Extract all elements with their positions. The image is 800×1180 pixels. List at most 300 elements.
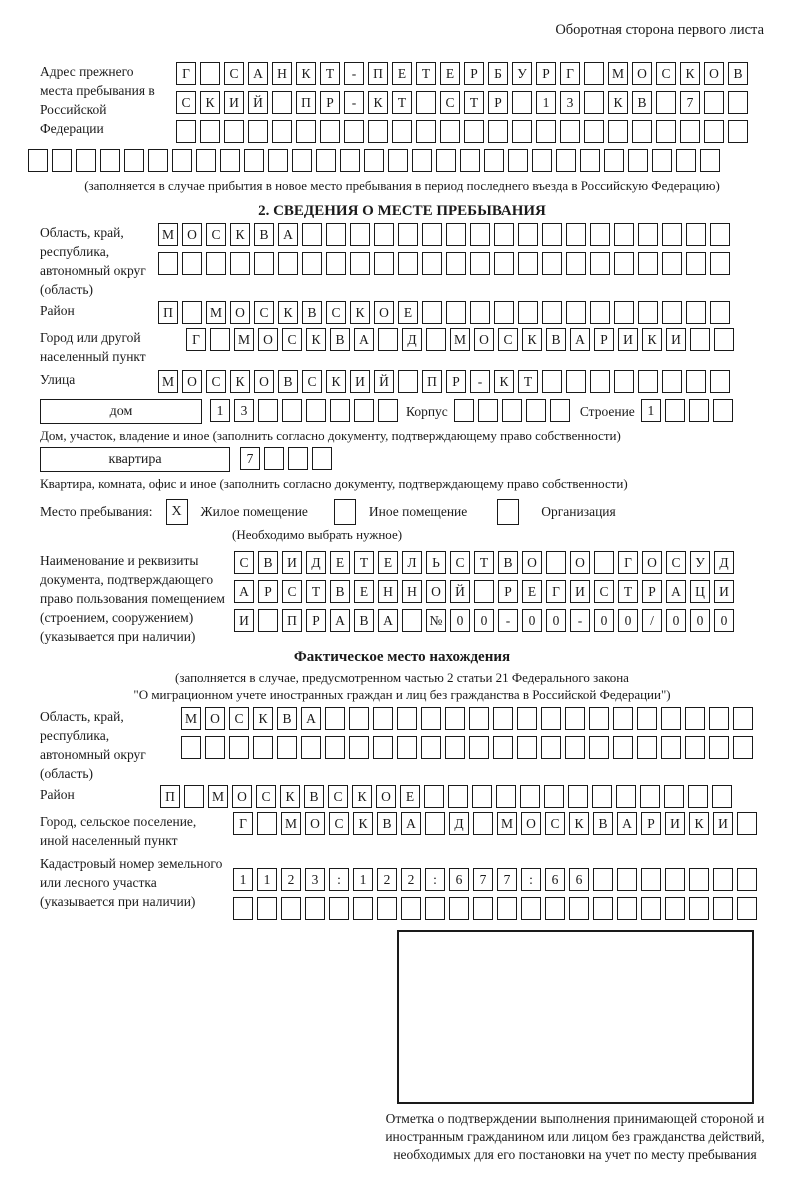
char-box[interactable]: 6 bbox=[545, 868, 565, 891]
char-box[interactable]: Р bbox=[446, 370, 466, 393]
char-box[interactable]: П bbox=[158, 301, 178, 324]
char-box[interactable] bbox=[124, 149, 144, 172]
char-box[interactable]: А bbox=[278, 223, 298, 246]
char-box[interactable] bbox=[377, 897, 397, 920]
char-box[interactable] bbox=[704, 91, 724, 114]
char-box[interactable] bbox=[662, 252, 682, 275]
char-box[interactable]: В bbox=[278, 370, 298, 393]
char-box[interactable] bbox=[542, 370, 562, 393]
char-box[interactable] bbox=[474, 580, 494, 603]
char-box[interactable] bbox=[709, 707, 729, 730]
char-box[interactable]: О bbox=[376, 785, 396, 808]
char-box[interactable] bbox=[312, 447, 332, 470]
char-box[interactable]: 3 bbox=[305, 868, 325, 891]
char-box[interactable] bbox=[469, 707, 489, 730]
char-box[interactable]: 3 bbox=[234, 399, 254, 422]
char-box[interactable]: Н bbox=[402, 580, 422, 603]
char-box[interactable]: Т bbox=[354, 551, 374, 574]
char-box[interactable]: И bbox=[665, 812, 685, 835]
char-box[interactable]: Т bbox=[306, 580, 326, 603]
char-box[interactable] bbox=[496, 785, 516, 808]
char-box[interactable]: А bbox=[666, 580, 686, 603]
char-box[interactable] bbox=[713, 897, 733, 920]
char-box[interactable]: С bbox=[176, 91, 196, 114]
char-box[interactable]: 0 bbox=[522, 609, 542, 632]
char-box[interactable] bbox=[230, 252, 250, 275]
char-box[interactable] bbox=[172, 149, 192, 172]
char-box[interactable]: О bbox=[182, 370, 202, 393]
char-box[interactable] bbox=[518, 252, 538, 275]
char-box[interactable] bbox=[613, 736, 633, 759]
char-box[interactable]: И bbox=[618, 328, 638, 351]
char-box[interactable] bbox=[737, 868, 757, 891]
char-box[interactable]: А bbox=[570, 328, 590, 351]
char-box[interactable]: И bbox=[570, 580, 590, 603]
char-box[interactable] bbox=[392, 120, 412, 143]
char-box[interactable] bbox=[652, 149, 672, 172]
char-box[interactable] bbox=[402, 609, 422, 632]
char-box[interactable] bbox=[686, 223, 706, 246]
char-box[interactable] bbox=[638, 370, 658, 393]
char-box[interactable] bbox=[662, 301, 682, 324]
char-box[interactable]: К bbox=[280, 785, 300, 808]
char-box[interactable]: С bbox=[498, 328, 518, 351]
char-box[interactable]: И bbox=[714, 580, 734, 603]
char-box[interactable] bbox=[484, 149, 504, 172]
char-box[interactable]: О bbox=[254, 370, 274, 393]
char-box[interactable] bbox=[593, 868, 613, 891]
char-box[interactable]: О bbox=[704, 62, 724, 85]
char-box[interactable]: 1 bbox=[641, 399, 661, 422]
char-box[interactable] bbox=[508, 149, 528, 172]
char-box[interactable]: П bbox=[296, 91, 316, 114]
char-box[interactable]: - bbox=[570, 609, 590, 632]
char-box[interactable] bbox=[710, 370, 730, 393]
char-box[interactable]: Р bbox=[488, 91, 508, 114]
char-box[interactable] bbox=[210, 328, 230, 351]
char-box[interactable]: Б bbox=[488, 62, 508, 85]
char-box[interactable] bbox=[401, 897, 421, 920]
char-box[interactable]: К bbox=[368, 91, 388, 114]
char-box[interactable]: И bbox=[666, 328, 686, 351]
char-box[interactable] bbox=[196, 149, 216, 172]
char-box[interactable]: А bbox=[248, 62, 268, 85]
char-box[interactable] bbox=[518, 301, 538, 324]
char-box[interactable] bbox=[233, 897, 253, 920]
char-box[interactable]: С bbox=[329, 812, 349, 835]
char-box[interactable] bbox=[584, 91, 604, 114]
char-box[interactable]: 6 bbox=[449, 868, 469, 891]
char-box[interactable]: А bbox=[301, 707, 321, 730]
char-box[interactable] bbox=[100, 149, 120, 172]
checkbox-organization[interactable] bbox=[497, 499, 519, 525]
char-box[interactable] bbox=[277, 736, 297, 759]
char-box[interactable] bbox=[526, 399, 546, 422]
char-box[interactable] bbox=[374, 252, 394, 275]
char-box[interactable]: Г bbox=[186, 328, 206, 351]
char-box[interactable] bbox=[446, 223, 466, 246]
char-box[interactable]: : bbox=[425, 868, 445, 891]
char-box[interactable]: Р bbox=[464, 62, 484, 85]
char-box[interactable]: В bbox=[258, 551, 278, 574]
char-box[interactable] bbox=[52, 149, 72, 172]
char-box[interactable]: А bbox=[234, 580, 254, 603]
char-box[interactable] bbox=[478, 399, 498, 422]
char-box[interactable]: О bbox=[232, 785, 252, 808]
char-box[interactable] bbox=[544, 785, 564, 808]
char-box[interactable] bbox=[566, 252, 586, 275]
char-box[interactable]: К bbox=[494, 370, 514, 393]
char-box[interactable] bbox=[349, 736, 369, 759]
char-box[interactable]: 2 bbox=[377, 868, 397, 891]
char-box[interactable]: Й bbox=[248, 91, 268, 114]
char-box[interactable] bbox=[257, 812, 277, 835]
char-box[interactable] bbox=[637, 707, 657, 730]
char-box[interactable]: В bbox=[593, 812, 613, 835]
char-box[interactable] bbox=[248, 120, 268, 143]
char-box[interactable]: О bbox=[230, 301, 250, 324]
char-box[interactable] bbox=[446, 301, 466, 324]
char-box[interactable] bbox=[397, 736, 417, 759]
char-box[interactable] bbox=[518, 223, 538, 246]
char-box[interactable] bbox=[445, 736, 465, 759]
char-box[interactable]: Е bbox=[398, 301, 418, 324]
char-box[interactable]: 1 bbox=[233, 868, 253, 891]
char-box[interactable]: 0 bbox=[594, 609, 614, 632]
char-box[interactable]: П bbox=[368, 62, 388, 85]
char-box[interactable]: К bbox=[680, 62, 700, 85]
char-box[interactable] bbox=[710, 223, 730, 246]
char-box[interactable] bbox=[728, 91, 748, 114]
char-box[interactable] bbox=[690, 328, 710, 351]
char-box[interactable] bbox=[632, 120, 652, 143]
char-box[interactable]: Л bbox=[402, 551, 422, 574]
char-box[interactable]: М bbox=[497, 812, 517, 835]
char-box[interactable]: Н bbox=[378, 580, 398, 603]
char-box[interactable] bbox=[593, 897, 613, 920]
char-box[interactable]: Д bbox=[449, 812, 469, 835]
char-box[interactable] bbox=[613, 707, 633, 730]
char-box[interactable] bbox=[728, 120, 748, 143]
char-box[interactable] bbox=[614, 301, 634, 324]
char-box[interactable]: М bbox=[206, 301, 226, 324]
char-box[interactable]: Т bbox=[464, 91, 484, 114]
char-box[interactable]: С bbox=[326, 301, 346, 324]
char-box[interactable]: Т bbox=[518, 370, 538, 393]
char-box[interactable] bbox=[464, 120, 484, 143]
char-box[interactable]: В bbox=[354, 609, 374, 632]
char-box[interactable]: О bbox=[258, 328, 278, 351]
char-box[interactable]: К bbox=[306, 328, 326, 351]
char-box[interactable] bbox=[158, 252, 178, 275]
char-box[interactable] bbox=[469, 736, 489, 759]
char-box[interactable]: С bbox=[594, 580, 614, 603]
char-box[interactable] bbox=[350, 223, 370, 246]
char-box[interactable] bbox=[512, 91, 532, 114]
char-box[interactable]: О bbox=[205, 707, 225, 730]
char-box[interactable] bbox=[368, 120, 388, 143]
char-box[interactable] bbox=[556, 149, 576, 172]
char-box[interactable] bbox=[617, 897, 637, 920]
char-box[interactable] bbox=[353, 897, 373, 920]
char-box[interactable]: К bbox=[689, 812, 709, 835]
char-box[interactable] bbox=[398, 223, 418, 246]
char-box[interactable]: В bbox=[302, 301, 322, 324]
char-box[interactable] bbox=[686, 301, 706, 324]
char-box[interactable] bbox=[422, 223, 442, 246]
char-box[interactable]: В bbox=[498, 551, 518, 574]
char-box[interactable] bbox=[584, 62, 604, 85]
char-box[interactable] bbox=[493, 707, 513, 730]
char-box[interactable]: : bbox=[521, 868, 541, 891]
char-box[interactable]: Е bbox=[440, 62, 460, 85]
char-box[interactable]: К bbox=[350, 301, 370, 324]
char-box[interactable] bbox=[421, 707, 441, 730]
char-box[interactable]: К bbox=[296, 62, 316, 85]
char-box[interactable] bbox=[590, 370, 610, 393]
char-box[interactable] bbox=[686, 370, 706, 393]
char-box[interactable] bbox=[676, 149, 696, 172]
char-box[interactable] bbox=[268, 149, 288, 172]
char-box[interactable] bbox=[325, 707, 345, 730]
char-box[interactable] bbox=[494, 223, 514, 246]
char-box[interactable] bbox=[425, 812, 445, 835]
char-box[interactable] bbox=[566, 370, 586, 393]
char-box[interactable] bbox=[641, 897, 661, 920]
char-box[interactable]: О bbox=[474, 328, 494, 351]
char-box[interactable] bbox=[536, 120, 556, 143]
char-box[interactable]: Е bbox=[392, 62, 412, 85]
char-box[interactable] bbox=[493, 736, 513, 759]
char-box[interactable]: В bbox=[632, 91, 652, 114]
char-box[interactable] bbox=[278, 252, 298, 275]
char-box[interactable]: Р bbox=[258, 580, 278, 603]
char-box[interactable] bbox=[614, 252, 634, 275]
char-box[interactable]: Г bbox=[176, 62, 196, 85]
char-box[interactable] bbox=[378, 399, 398, 422]
char-box[interactable] bbox=[349, 707, 369, 730]
char-box[interactable]: М bbox=[234, 328, 254, 351]
char-box[interactable]: О bbox=[570, 551, 590, 574]
char-box[interactable] bbox=[373, 736, 393, 759]
char-box[interactable]: Ь bbox=[426, 551, 446, 574]
char-box[interactable] bbox=[148, 149, 168, 172]
char-box[interactable]: В bbox=[304, 785, 324, 808]
char-box[interactable] bbox=[656, 120, 676, 143]
char-box[interactable]: Д bbox=[306, 551, 326, 574]
char-box[interactable]: О bbox=[521, 812, 541, 835]
char-box[interactable]: М bbox=[450, 328, 470, 351]
char-box[interactable] bbox=[641, 868, 661, 891]
checkbox-other-premises[interactable] bbox=[334, 499, 356, 525]
char-box[interactable] bbox=[661, 707, 681, 730]
char-box[interactable]: 2 bbox=[281, 868, 301, 891]
char-box[interactable] bbox=[254, 252, 274, 275]
char-box[interactable] bbox=[398, 370, 418, 393]
char-box[interactable] bbox=[416, 91, 436, 114]
char-box[interactable] bbox=[737, 897, 757, 920]
char-box[interactable]: Р bbox=[641, 812, 661, 835]
char-box[interactable]: - bbox=[344, 62, 364, 85]
char-box[interactable] bbox=[244, 149, 264, 172]
char-box[interactable] bbox=[689, 399, 709, 422]
char-box[interactable] bbox=[594, 551, 614, 574]
char-box[interactable]: О bbox=[182, 223, 202, 246]
char-box[interactable]: Г bbox=[618, 551, 638, 574]
char-box[interactable]: В bbox=[330, 328, 350, 351]
char-box[interactable]: 0 bbox=[690, 609, 710, 632]
char-box[interactable]: С bbox=[282, 328, 302, 351]
char-box[interactable]: С bbox=[450, 551, 470, 574]
char-box[interactable]: М bbox=[608, 62, 628, 85]
char-box[interactable]: Р bbox=[320, 91, 340, 114]
char-box[interactable] bbox=[709, 736, 729, 759]
char-box[interactable] bbox=[374, 223, 394, 246]
char-box[interactable]: Р bbox=[536, 62, 556, 85]
char-box[interactable]: С bbox=[234, 551, 254, 574]
char-box[interactable] bbox=[733, 707, 753, 730]
char-box[interactable]: С bbox=[666, 551, 686, 574]
char-box[interactable] bbox=[449, 897, 469, 920]
char-box[interactable] bbox=[700, 149, 720, 172]
char-box[interactable] bbox=[326, 223, 346, 246]
char-box[interactable] bbox=[182, 301, 202, 324]
char-box[interactable] bbox=[662, 223, 682, 246]
char-box[interactable] bbox=[350, 252, 370, 275]
char-box[interactable]: К bbox=[522, 328, 542, 351]
char-box[interactable]: Т bbox=[618, 580, 638, 603]
char-box[interactable] bbox=[445, 707, 465, 730]
char-box[interactable] bbox=[541, 736, 561, 759]
char-box[interactable] bbox=[257, 897, 277, 920]
char-box[interactable]: Р bbox=[594, 328, 614, 351]
char-box[interactable]: 1 bbox=[536, 91, 556, 114]
char-box[interactable]: С bbox=[545, 812, 565, 835]
char-box[interactable]: Е bbox=[354, 580, 374, 603]
char-box[interactable]: О bbox=[374, 301, 394, 324]
char-box[interactable]: 7 bbox=[240, 447, 260, 470]
char-box[interactable] bbox=[301, 736, 321, 759]
char-box[interactable]: - bbox=[344, 91, 364, 114]
char-box[interactable] bbox=[488, 120, 508, 143]
char-box[interactable] bbox=[566, 301, 586, 324]
char-box[interactable] bbox=[436, 149, 456, 172]
char-box[interactable] bbox=[689, 897, 709, 920]
char-box[interactable]: Е bbox=[378, 551, 398, 574]
char-box[interactable]: Й bbox=[450, 580, 470, 603]
char-box[interactable]: А bbox=[330, 609, 350, 632]
char-box[interactable] bbox=[532, 149, 552, 172]
char-box[interactable]: 2 bbox=[401, 868, 421, 891]
char-box[interactable]: 0 bbox=[546, 609, 566, 632]
char-box[interactable] bbox=[640, 785, 660, 808]
char-box[interactable]: У bbox=[512, 62, 532, 85]
char-box[interactable]: 0 bbox=[474, 609, 494, 632]
char-box[interactable] bbox=[565, 736, 585, 759]
char-box[interactable] bbox=[258, 399, 278, 422]
char-box[interactable] bbox=[686, 252, 706, 275]
char-box[interactable]: М bbox=[281, 812, 301, 835]
char-box[interactable] bbox=[412, 149, 432, 172]
char-box[interactable] bbox=[685, 736, 705, 759]
char-box[interactable]: С bbox=[206, 223, 226, 246]
char-box[interactable]: А bbox=[617, 812, 637, 835]
char-box[interactable] bbox=[608, 120, 628, 143]
char-box[interactable]: Е bbox=[522, 580, 542, 603]
char-box[interactable] bbox=[704, 120, 724, 143]
char-box[interactable] bbox=[512, 120, 532, 143]
char-box[interactable]: 1 bbox=[353, 868, 373, 891]
char-box[interactable] bbox=[258, 609, 278, 632]
char-box[interactable] bbox=[220, 149, 240, 172]
char-box[interactable] bbox=[542, 252, 562, 275]
char-box[interactable] bbox=[665, 897, 685, 920]
char-box[interactable] bbox=[568, 785, 588, 808]
char-box[interactable] bbox=[542, 223, 562, 246]
char-box[interactable]: И bbox=[224, 91, 244, 114]
char-box[interactable]: Р bbox=[642, 580, 662, 603]
char-box[interactable]: К bbox=[278, 301, 298, 324]
char-box[interactable] bbox=[422, 301, 442, 324]
char-box[interactable] bbox=[614, 223, 634, 246]
char-box[interactable]: М bbox=[158, 370, 178, 393]
char-box[interactable] bbox=[296, 120, 316, 143]
char-box[interactable]: К bbox=[230, 370, 250, 393]
char-box[interactable]: 0 bbox=[666, 609, 686, 632]
char-box[interactable] bbox=[421, 736, 441, 759]
char-box[interactable]: : bbox=[329, 868, 349, 891]
char-box[interactable] bbox=[470, 223, 490, 246]
char-box[interactable]: В bbox=[377, 812, 397, 835]
char-box[interactable]: П bbox=[160, 785, 180, 808]
char-box[interactable]: В bbox=[330, 580, 350, 603]
char-box[interactable] bbox=[545, 897, 565, 920]
char-box[interactable]: Р bbox=[498, 580, 518, 603]
char-box[interactable]: П bbox=[282, 609, 302, 632]
char-box[interactable] bbox=[473, 812, 493, 835]
char-box[interactable] bbox=[378, 328, 398, 351]
char-box[interactable] bbox=[472, 785, 492, 808]
char-box[interactable] bbox=[76, 149, 96, 172]
char-box[interactable] bbox=[662, 370, 682, 393]
char-box[interactable] bbox=[656, 91, 676, 114]
char-box[interactable] bbox=[470, 301, 490, 324]
char-box[interactable]: С bbox=[328, 785, 348, 808]
char-box[interactable]: Т bbox=[416, 62, 436, 85]
char-box[interactable]: С bbox=[206, 370, 226, 393]
char-box[interactable] bbox=[454, 399, 474, 422]
char-box[interactable] bbox=[590, 252, 610, 275]
char-box[interactable]: 0 bbox=[714, 609, 734, 632]
char-box[interactable]: 1 bbox=[257, 868, 277, 891]
char-box[interactable] bbox=[637, 736, 657, 759]
char-box[interactable] bbox=[494, 301, 514, 324]
char-box[interactable] bbox=[494, 252, 514, 275]
char-box[interactable] bbox=[316, 149, 336, 172]
char-box[interactable] bbox=[206, 252, 226, 275]
char-box[interactable] bbox=[589, 707, 609, 730]
char-box[interactable] bbox=[589, 736, 609, 759]
char-box[interactable] bbox=[302, 223, 322, 246]
char-box[interactable]: С bbox=[224, 62, 244, 85]
char-box[interactable] bbox=[689, 868, 709, 891]
char-box[interactable]: Г bbox=[546, 580, 566, 603]
char-box[interactable] bbox=[288, 447, 308, 470]
char-box[interactable]: Г bbox=[560, 62, 580, 85]
char-box[interactable] bbox=[546, 551, 566, 574]
char-box[interactable]: 7 bbox=[497, 868, 517, 891]
char-box[interactable]: В bbox=[546, 328, 566, 351]
